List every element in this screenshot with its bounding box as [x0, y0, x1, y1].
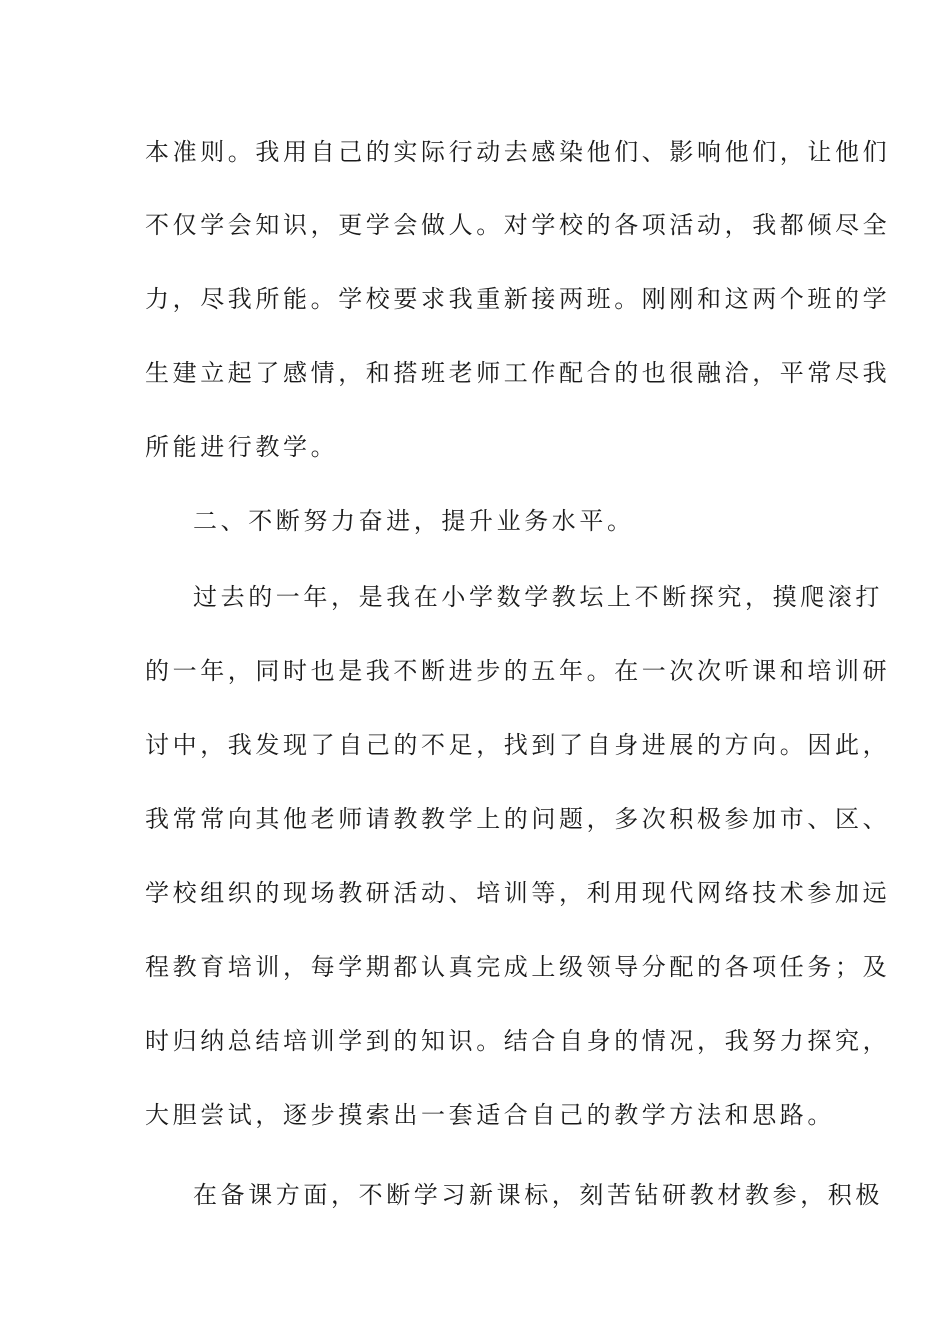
- paragraph-line: 本准则。我用自己的实际行动去感染他们、影响他们，让他们: [145, 138, 891, 166]
- paragraph-line: 过去的一年，是我在小学数学教坛上不断探究，摸爬滚打: [193, 583, 883, 611]
- paragraph-line: 的一年，同时也是我不断进步的五年。在一次次听课和培训研: [145, 657, 891, 685]
- paragraph-line: 所能进行教学。: [145, 433, 339, 461]
- paragraph-line: 时归纳总结培训学到的知识。结合自身的情况，我努力探究，: [145, 1027, 891, 1055]
- paragraph-line: 讨中，我发现了自己的不足，找到了自身进展的方向。因此，: [145, 731, 891, 759]
- paragraph-line: 生建立起了感情，和搭班老师工作配合的也很融洽，平常尽我: [145, 359, 891, 387]
- paragraph-line: 不仅学会知识，更学会做人。对学校的各项活动，我都倾尽全: [145, 211, 891, 239]
- paragraph-line: 在备课方面，不断学习新课标，刻苦钻研教材教参，积极: [193, 1181, 883, 1209]
- section-heading: 二、不断努力奋进，提升业务水平。: [193, 507, 635, 535]
- paragraph-line: 学校组织的现场教研活动、培训等，利用现代网络技术参加远: [145, 879, 891, 907]
- paragraph-line: 程教育培训，每学期都认真完成上级领导分配的各项任务；及: [145, 953, 891, 981]
- paragraph-line: 大胆尝试，逐步摸索出一套适合自己的教学方法和思路。: [145, 1101, 835, 1129]
- paragraph-line: 力，尽我所能。学校要求我重新接两班。刚刚和这两个班的学: [145, 285, 891, 313]
- paragraph-line: 我常常向其他老师请教教学上的问题，多次积极参加市、区、: [145, 805, 891, 833]
